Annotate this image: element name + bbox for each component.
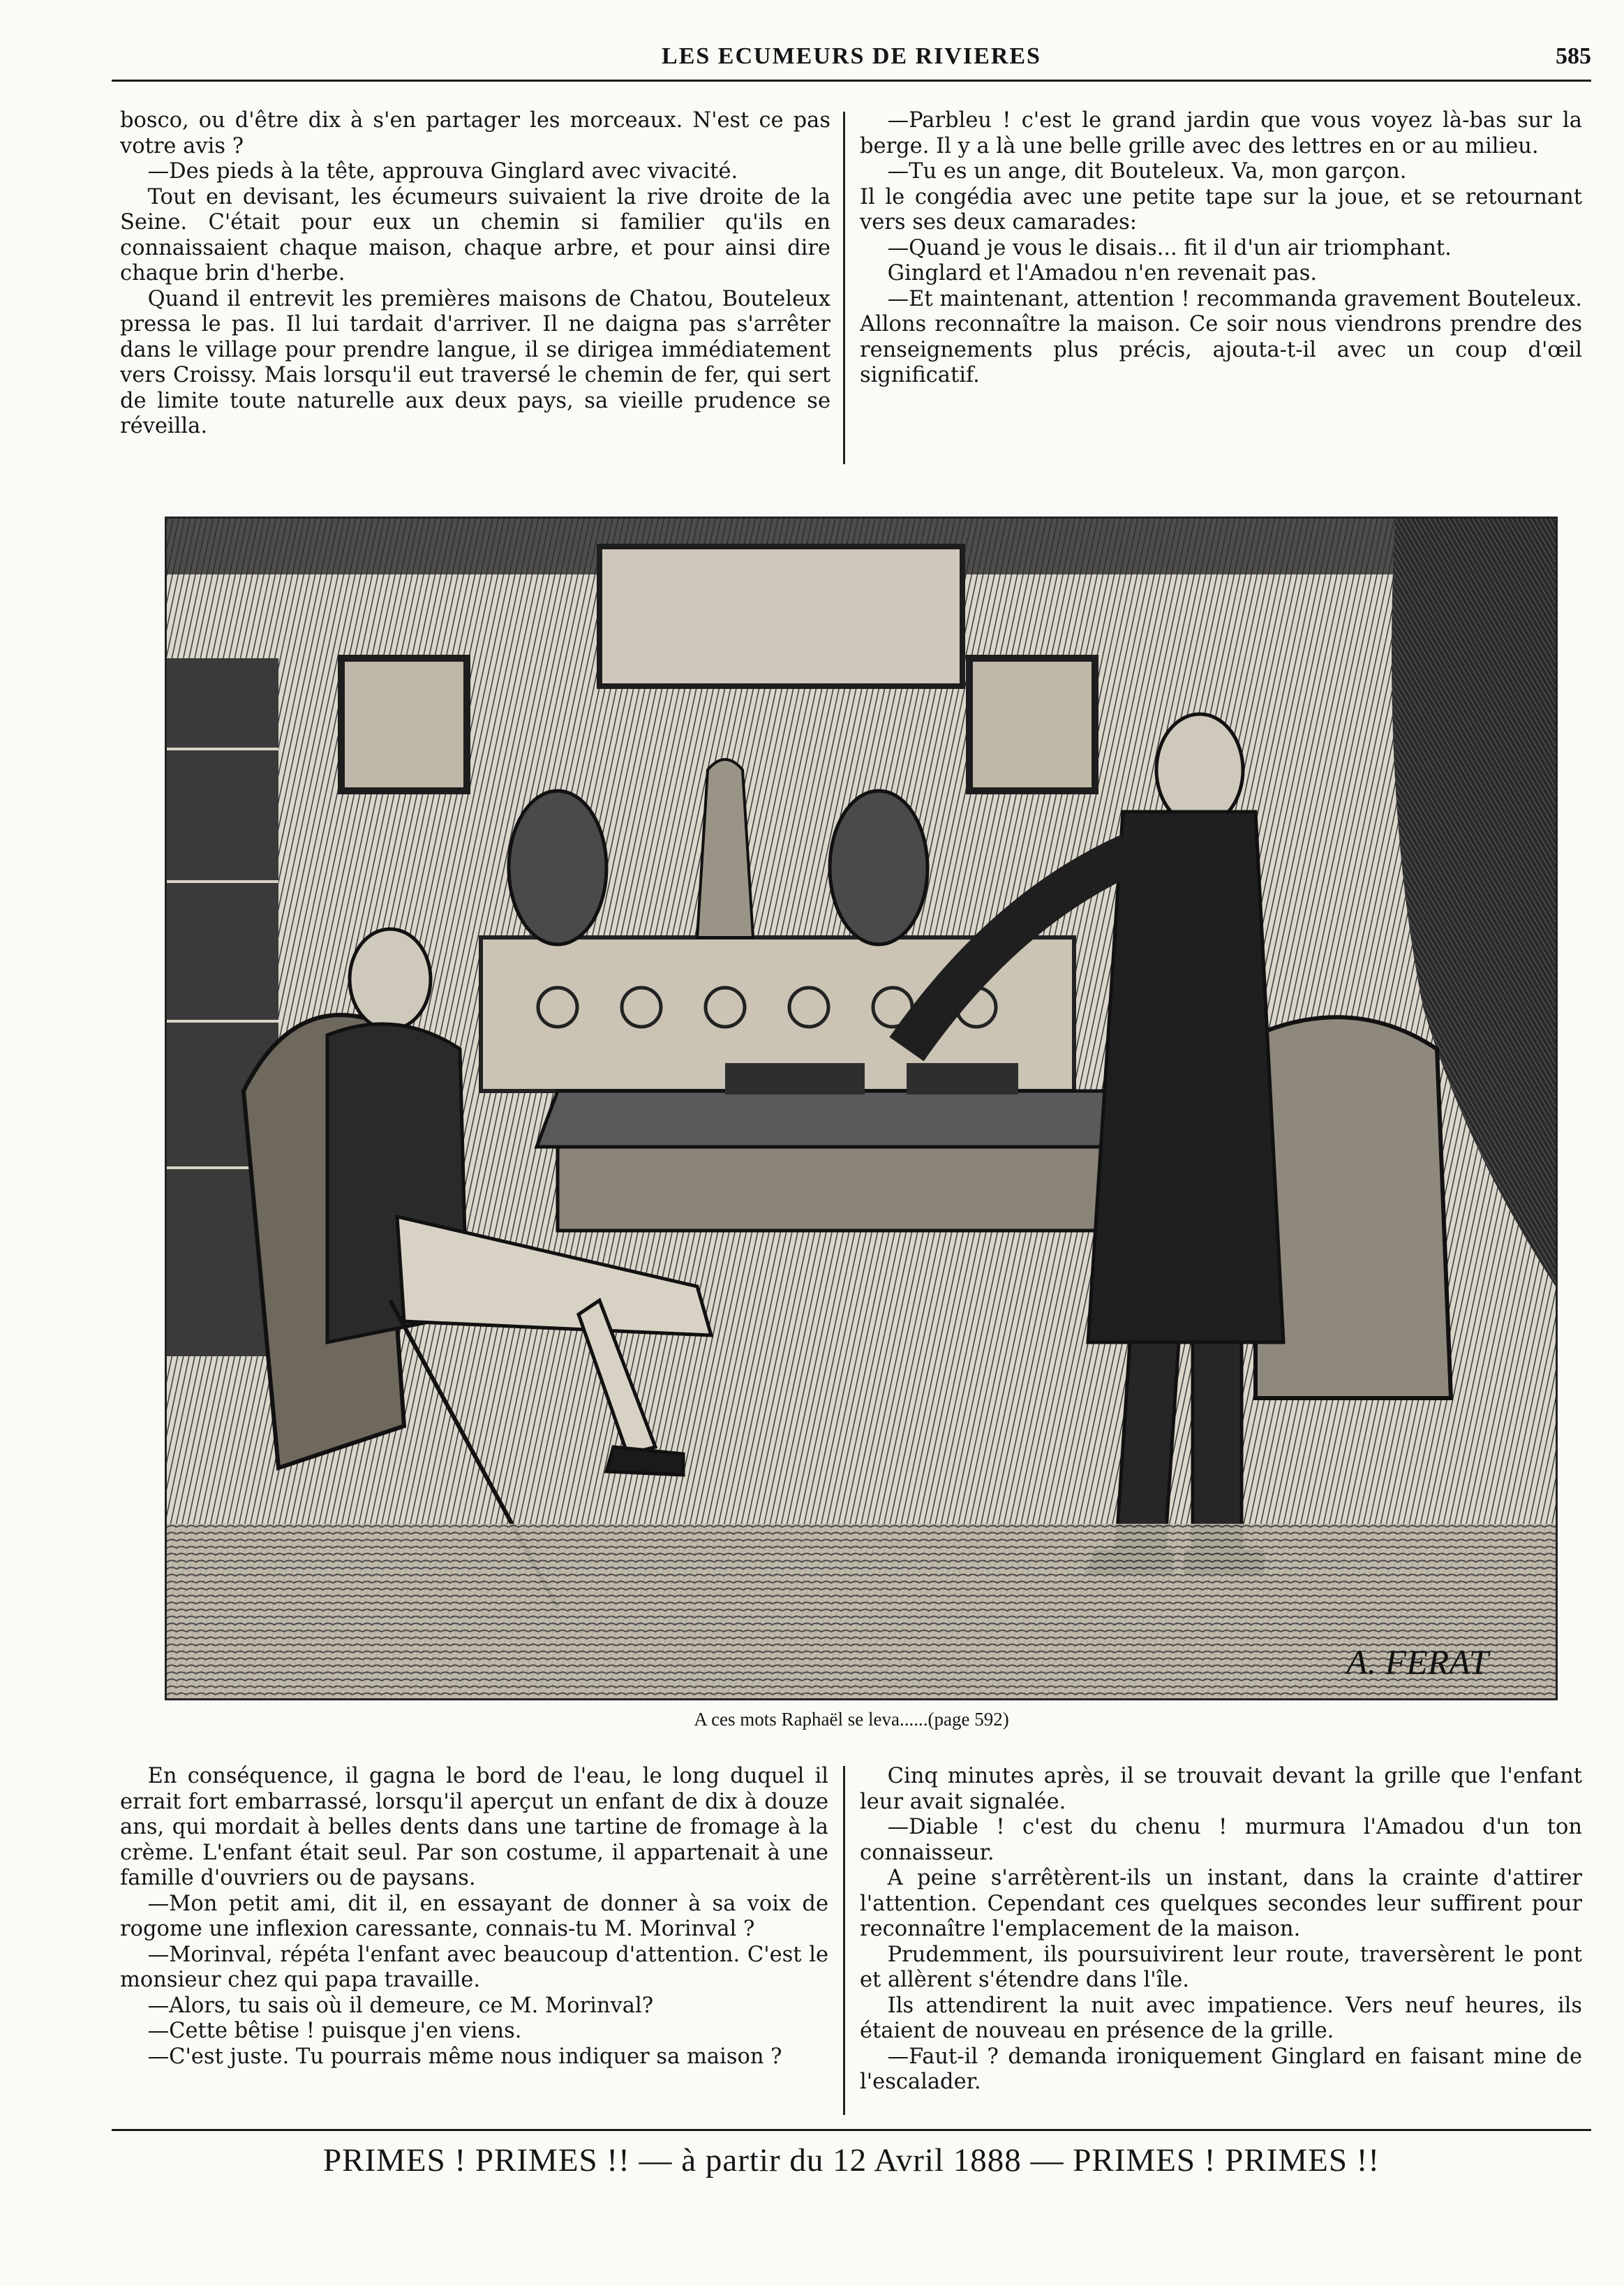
vase-left [509,791,606,944]
column-bottom-right [860,1764,1582,2095]
page-number: 585 [1556,43,1591,69]
primes-banner: PRIMES ! PRIMES !! — à partir du 12 Avril 1888 — PRIMES ! PRIMES !! [322,2142,1380,2179]
running-title: LES ECUMEURS DE RIVIERES [662,43,1041,69]
paragraph: —Cette bêtise ! puisque j'en viens. [147,2019,522,2043]
paragraph: En conséquence, il gagna le bord de l'eau, le long duquel il errait fort embarrassé, lorsqu'il aperçut un enfant de dix à douze ans, qui mordait à belles dents dans une tartine de fromage à la crème. L'enfant était seul. Par son costume, il appartenait à une famille d'ouvriers ou de paysans. [120,1764,828,1890]
artist-signature: A. FERAT [1346,1642,1489,1682]
paragraph: Quand il entrevit les premières maisons de Chatou, Bouteleux pressa le pas. Il lui tardait d'arriver. Il ne daigna pas s'arrêter dans le village pour prendre langue, il se dirigea immédiatement vers Croissy. Mais lorsqu'il eut traversé le chemin de fer, qui sert de limite toute naturelle aux deux pays, sa vieille prudence se réveilla. [120,286,830,438]
paragraph: —Des pieds à la tête, approuva Ginglard avec vivacité. [147,159,738,184]
painting-left [341,658,467,791]
column-top-right [860,108,1582,389]
vase-right [830,791,928,944]
statuette [697,759,753,937]
column-divider [843,1766,845,2115]
illustration-caption: A ces mots Raphaël se leva......(page 592) [694,1709,1009,1730]
paragraph: —Tu es un ange, dit Bouteleux. Va, mon garçon. [887,159,1407,184]
paragraph: —Faut-il ? demanda ironiquement Ginglard en faisant mine de l'escalader. [860,2044,1582,2094]
paragraph: Tout en devisant, les écumeurs suivaient la rive droite de la Seine. C'était pour eux un chemin si familier qu'ils en connaissaient chaque maison, chaque arbre, et pour ainsi dire chaque brin d'herbe. [120,184,830,285]
paragraph: —Alors, tu sais où il demeure, ce M. Morinval? [147,1993,654,2018]
paragraph: Il le congédia avec une petite tape sur la joue, et se retournant vers ses deux camarades: [860,184,1582,235]
painting-center [599,547,962,686]
table-top [537,1091,1130,1147]
column-top-left [120,108,830,440]
engraving-illustration [165,517,1558,1700]
table-apron [558,1147,1109,1231]
paragraph: —C'est juste. Tu pourrais même nous indiquer sa maison ? [147,2044,782,2069]
column-bottom-left [120,1764,828,2070]
paragraph: —Morinval, répéta l'enfant avec beaucoup d'attention. C'est le monsieur chez qui papa travaille. [120,1942,828,1992]
paragraph: Cinq minutes après, il se trouvait devant la grille que l'enfant leur avait signalée. [860,1764,1582,1814]
paragraph: A peine s'arrêtèrent-ils un instant, dans la crainte d'attirer l'attention. Cependant ces quelques secondes leur suffirent pour reconnaître l'emplacement de la maison. [860,1866,1582,1941]
paragraph: —Et maintenant, attention ! recommanda gravement Bouteleux. Allons reconnaître la maison. Ce soir nous viendrons prendre des renseignements plus précis, ajouta-t-il avec un coup d'œil significatif. [860,286,1582,387]
books [725,1063,865,1094]
column-divider [843,112,845,464]
footer-rule [112,2129,1591,2131]
paragraph: Prudemment, ils poursuivirent leur route, traversèrent le pont et allèrent s'étendre dans l'île. [860,1942,1582,1992]
paragraph: Ginglard et l'Amadou n'en revenait pas. [887,261,1318,285]
page-header [112,36,1591,82]
paragraph: —Parbleu ! c'est le grand jardin que vous voyez là-bas sur la berge. Il y a là une belle grille avec des lettres en or au milieu. [860,108,1582,158]
paragraph: —Quand je vous le disais... fit il d'un air triomphant. [887,235,1452,260]
painting-right [969,658,1095,791]
paragraph: bosco, ou d'être dix à s'en partager les morceaux. N'est ce pas votre avis ? [120,108,830,158]
paragraph: —Mon petit ami, dit il, en essayant de donner à sa voix de rogome une inflexion caressante, connais-tu M. Morinval ? [120,1891,828,1941]
paragraph: —Diable ! c'est du chenu ! murmura l'Amadou d'un ton connaisseur. [860,1815,1582,1865]
paragraph: Ils attendirent la nuit avec impatience. Vers neuf heures, ils étaient de nouveau en présence de la grille. [860,1993,1582,2043]
inkstand [907,1063,1018,1094]
engraving-drawing [167,519,1556,1698]
